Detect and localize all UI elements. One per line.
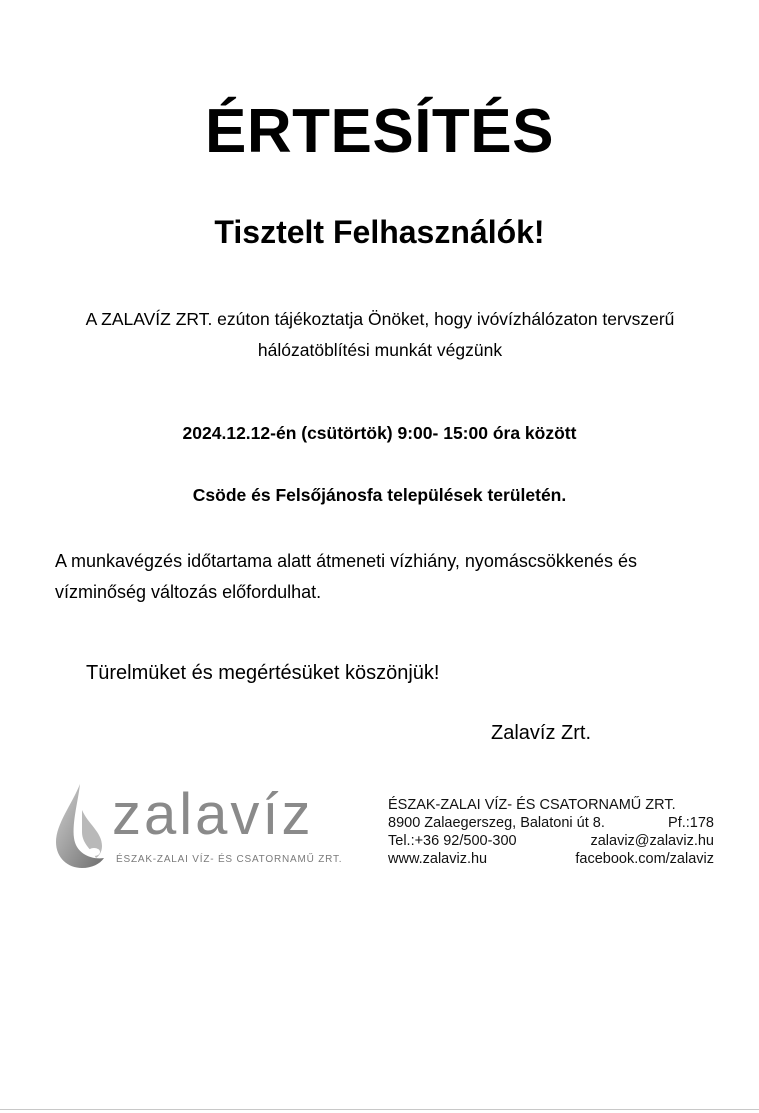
notice-line-2: vízminőség változás előfordulhat. <box>55 582 322 602</box>
schedule-datetime: 2024.12.12-én (csütörtök) 9:00- 15:00 óra között <box>182 423 577 443</box>
notice-line-1: A munkavégzés időtartama alatt átmeneti vízhiány, nyomáscsökkenés és <box>55 551 637 571</box>
company-logo <box>52 780 352 872</box>
contact-phone: Tel.:+36 92/500-300 <box>388 833 517 849</box>
page-title: ÉRTESÍTÉS <box>204 97 554 166</box>
thanks-text: Türelmüket és megértésüket köszönjük! <box>86 662 440 684</box>
signature: Zalavíz Zrt. <box>491 722 592 744</box>
affected-location: Csöde és Felsőjánosfa települések területén. <box>192 485 567 505</box>
contact-address-row <box>388 814 714 832</box>
intro-paragraph <box>40 304 720 366</box>
contact-address: 8900 Zalaegerszeg, Balatoni út 8. <box>388 815 605 831</box>
page-divider <box>0 1109 759 1110</box>
logo-subtitle: ÉSZAK-ZALAI VÍZ- ÉS CSATORNAMŰ ZRT. <box>116 854 343 865</box>
water-drop-icon <box>52 780 114 872</box>
contact-email: zalaviz@zalaviz.hu <box>590 833 714 849</box>
contact-website: www.zalaviz.hu <box>388 851 488 867</box>
contact-company: ÉSZAK-ZALAI VÍZ- ÉS CSATORNAMŰ ZRT. <box>388 797 676 813</box>
contact-block <box>388 796 714 868</box>
contact-phone-row <box>388 832 714 850</box>
contact-web-row <box>388 850 714 868</box>
intro-line-2: hálózatöblítési munkát végzünk <box>257 340 503 360</box>
logo-wordmark: zalavíz <box>112 782 314 847</box>
notice-paragraph <box>55 546 715 608</box>
greeting-heading: Tisztelt Felhasználók! <box>214 214 545 250</box>
contact-pobox: Pf.:178 <box>668 815 714 831</box>
contact-facebook: facebook.com/zalaviz <box>575 851 714 867</box>
intro-line-1: A ZALAVÍZ ZRT. ezúton tájékoztatja Önöket, hogy ivóvízhálózaton tervszerű <box>85 309 675 329</box>
